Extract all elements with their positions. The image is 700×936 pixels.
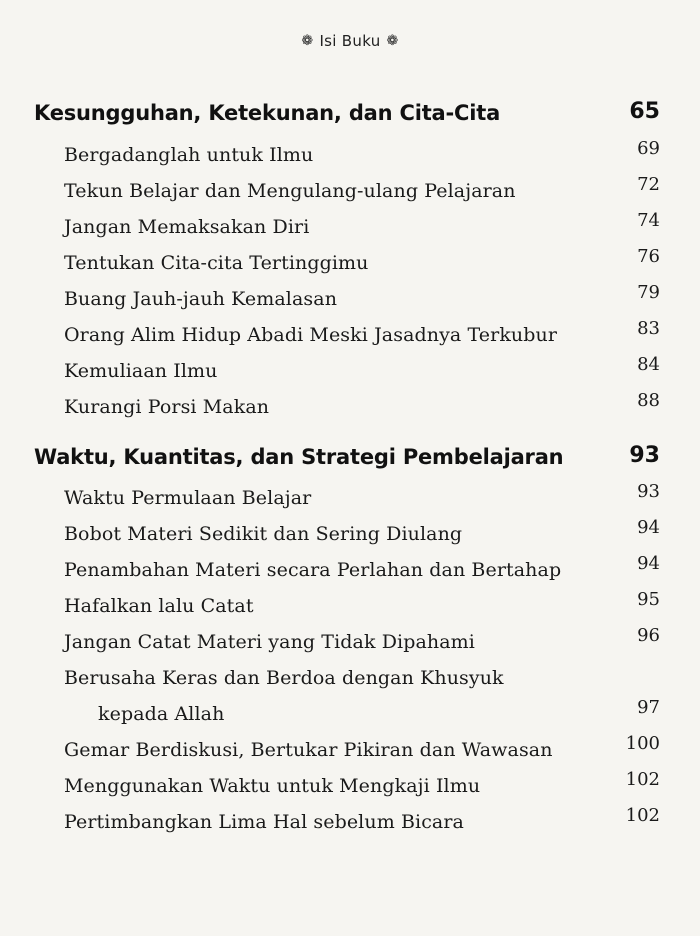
- toc-entry-title: Menggunakan Waktu untuk Mengkaji Ilmu: [64, 775, 481, 797]
- toc-entry-page: 74: [637, 210, 660, 231]
- toc-entry-title: Berusaha Keras dan Berdoa dengan Khusyuk: [64, 667, 504, 689]
- section-page: 93: [629, 443, 660, 468]
- toc-entry-page: 102: [625, 805, 660, 826]
- toc-entry-title: Tentukan Cita-cita Tertinggimu: [64, 252, 369, 274]
- toc-entry-title: Bobot Materi Sedikit dan Sering Diulang: [64, 523, 463, 545]
- toc-entry-page: 76: [637, 246, 660, 267]
- running-head-text: Isi Buku: [319, 32, 381, 50]
- toc-entry-title: Hafalkan lalu Catat: [64, 595, 254, 617]
- toc-entry-title-continued: kepada Allah: [98, 703, 225, 725]
- toc-entry-page: 84: [637, 354, 660, 375]
- toc-entry-page: 72: [637, 174, 660, 195]
- section-page: 65: [629, 99, 660, 124]
- toc-entry-title: Jangan Catat Materi yang Tidak Dipahami: [64, 631, 475, 653]
- toc-entry-page: 93: [637, 481, 660, 502]
- toc-entry-page: 95: [637, 589, 660, 610]
- toc-entry-page: 94: [637, 517, 660, 538]
- toc-entry-title: Kemuliaan Ilmu: [64, 360, 218, 382]
- toc-entry-page: 79: [637, 282, 660, 303]
- toc-entry-title: Waktu Permulaan Belajar: [64, 487, 312, 509]
- toc-entry-title: Tekun Belajar dan Mengulang-ulang Pelajaran: [64, 180, 516, 202]
- toc-entry-page: 102: [625, 769, 660, 790]
- toc-entry-page: 94: [637, 553, 660, 574]
- toc-entry-title: Buang Jauh-jauh Kemalasan: [64, 288, 338, 310]
- toc-entry-title: Kurangi Porsi Makan: [64, 396, 270, 418]
- toc-entry-title: Bergadanglah untuk Ilmu: [64, 144, 314, 166]
- toc-entry-title: Gemar Berdiskusi, Bertukar Pikiran dan Wawasan: [64, 739, 553, 761]
- toc-entry-title: Orang Alim Hidup Abadi Meski Jasadnya Terkubur: [64, 324, 558, 346]
- toc-entry-title: Jangan Memaksakan Diri: [64, 216, 310, 238]
- toc-entry-page: 88: [637, 390, 660, 411]
- section-title: Kesungguhan, Ketekunan, dan Cita-Cita: [34, 101, 501, 125]
- toc-entry-title: Pertimbangkan Lima Hal sebelum Bicara: [64, 811, 464, 833]
- toc-entry-page: 97: [637, 697, 660, 718]
- section-title: Waktu, Kuantitas, dan Strategi Pembelajaran: [34, 445, 564, 469]
- toc-entry-page: 96: [637, 625, 660, 646]
- toc-entry-page: 100: [625, 733, 660, 754]
- running-head: [0, 32, 700, 50]
- toc-entry-title: Penambahan Materi secara Perlahan dan Bertahap: [64, 559, 562, 581]
- toc-entry-page: 83: [637, 318, 660, 339]
- ornament-right-icon: ❁: [386, 33, 399, 49]
- ornament-left-icon: ❁: [301, 33, 314, 49]
- toc-entry-page: 69: [637, 138, 660, 159]
